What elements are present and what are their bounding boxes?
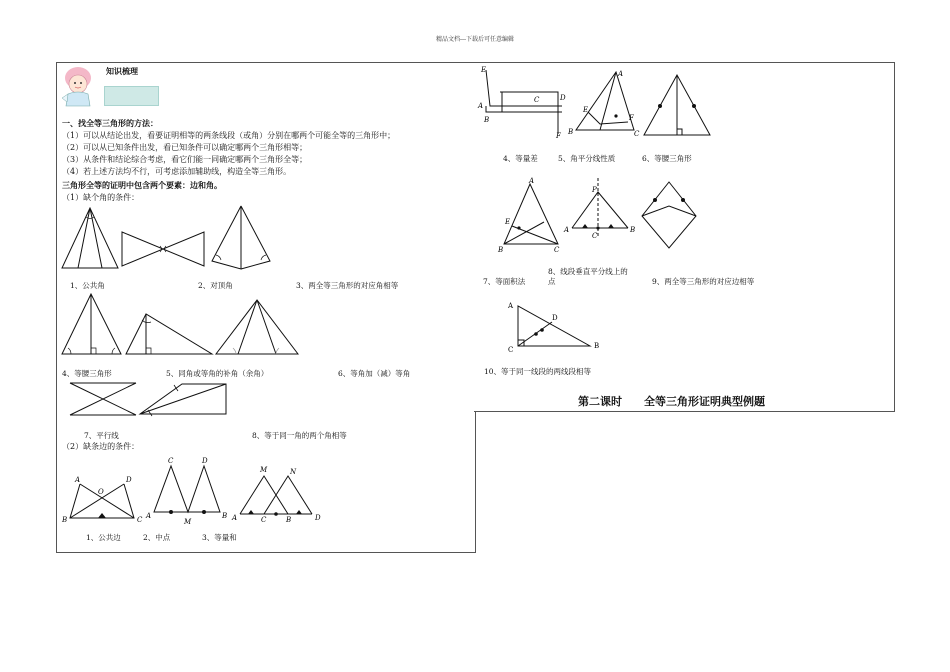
cartoon-character-icon [58, 64, 100, 110]
elements-title: 三角形全等的证明中包含两个要素：边和角。 [62, 180, 222, 190]
figure-equal-difference [478, 64, 568, 140]
label-a: A [232, 514, 238, 522]
label-e: E [583, 106, 589, 114]
lesson-title: 第二课时 全等三角形证明典型例题 [578, 395, 765, 408]
label-c: C [261, 516, 267, 524]
figure-supplementary [124, 312, 214, 356]
figure-isosceles [60, 292, 124, 356]
figure-kite [640, 180, 698, 252]
label-badge [104, 86, 159, 106]
figure-midpoint [146, 456, 226, 526]
caption-right-5: 5、角平分线性质 [558, 154, 616, 163]
label-c: C [634, 130, 640, 138]
caption-side-3: 3、等量和 [202, 533, 237, 542]
label-f: F [629, 114, 634, 122]
caption-angle-4: 4、等腰三角形 [62, 369, 112, 378]
label-a: A [618, 70, 624, 78]
label-e: E [481, 66, 487, 74]
caption-right-6: 6、等腰三角形 [642, 154, 692, 163]
caption-side-1: 1、公共边 [86, 533, 121, 542]
figure-equal-sum [230, 462, 322, 524]
missing-angle-title: （1）缺个角的条件： [62, 193, 140, 202]
caption-right-4: 4、等量差 [503, 154, 538, 163]
label-b: B [630, 226, 636, 234]
method-item: （1）可以从结论出发，看要证明相等的两条线段（或角）分别在哪两个可能全等的三角形中； [62, 131, 396, 140]
caption-side-2: 2、中点 [143, 533, 171, 542]
methods-title: 一、找全等三角形的方法： [62, 118, 158, 128]
label-b: B [484, 116, 490, 124]
page-header: 精品文档---下载后可任意编辑 [435, 36, 515, 43]
figure-angle-add [214, 298, 300, 356]
figure-parallel-quad [138, 382, 230, 416]
figure-right-triangle [506, 298, 604, 356]
label-b: B [286, 516, 292, 524]
caption-angle-6: 6、等角加（减）等角 [338, 369, 411, 378]
label-c: C [508, 346, 514, 354]
label-n: N [290, 468, 297, 476]
figure-equal-area [498, 178, 564, 254]
caption-angle-5: 5、同角或等角的补角（余角） [166, 369, 269, 378]
caption-right-8b: 点 [548, 277, 556, 286]
figure-vertical-angle [120, 226, 210, 272]
label-e: E [505, 218, 511, 226]
label-m: M [260, 466, 268, 474]
method-item: （4）若上述方法均不行，可考虑添加辅助线，构造全等三角形。 [62, 167, 292, 176]
label-b: B [498, 246, 504, 254]
caption-angle-2: 2、对顶角 [198, 281, 233, 290]
label-a: A [508, 302, 514, 310]
caption-right-7: 7、等面积法 [483, 277, 526, 286]
label-a: A [146, 512, 152, 520]
label-d: D [126, 476, 132, 484]
method-item: （3）从条件和结论综合考虑，看它们能一同确定哪两个三角形全等； [62, 155, 308, 164]
missing-side-title: （2）缺条边的条件： [62, 442, 140, 451]
caption-right-10: 10、等于同一线段的两线段相等 [484, 367, 592, 376]
caption-right-9: 9、两全等三角形的对应边相等 [652, 277, 755, 286]
figure-common-angle [60, 205, 122, 273]
figure-congruent-angle [208, 203, 278, 273]
label-b: B [568, 128, 574, 136]
method-item: （2）可以从已知条件出发，看已知条件可以确定哪两个三角形相等； [62, 143, 308, 152]
label-a: A [529, 177, 535, 185]
label-p: P [592, 186, 597, 194]
label-c: C [592, 232, 598, 240]
label-c: C [554, 246, 560, 254]
caption-angle-3: 3、两全等三角形的对应角相等 [296, 281, 399, 290]
caption-angle-8: 8、等于同一角的两个角相等 [252, 431, 347, 440]
label-b: B [594, 342, 600, 350]
label-d: D [552, 314, 558, 322]
caption-angle-7: 7、平行线 [84, 431, 119, 440]
label-f: F [556, 132, 561, 140]
label-d: D [560, 94, 566, 102]
label-a: A [75, 476, 81, 484]
label-m: M [184, 518, 192, 526]
label-a: A [478, 102, 484, 110]
label-b: B [222, 512, 228, 520]
label-c: C [534, 96, 540, 104]
label-d: D [315, 514, 321, 522]
label-c: C [137, 516, 143, 524]
label-c: C [168, 457, 174, 465]
label-b: B [62, 516, 68, 524]
caption-right-8a: 8、线段垂直平分线上的 [548, 267, 628, 276]
figure-parallel-cross [68, 380, 140, 418]
figure-perpendicular-bisector [562, 176, 638, 240]
label-o: O [98, 488, 104, 496]
label-a: A [564, 226, 570, 234]
caption-angle-1: 1、公共角 [70, 281, 105, 290]
label-d: D [202, 457, 208, 465]
section-label: 知识梳理 [106, 66, 138, 76]
figure-isosceles-right [642, 72, 712, 138]
figure-angle-bisector [566, 66, 642, 138]
figure-common-side [60, 472, 146, 524]
